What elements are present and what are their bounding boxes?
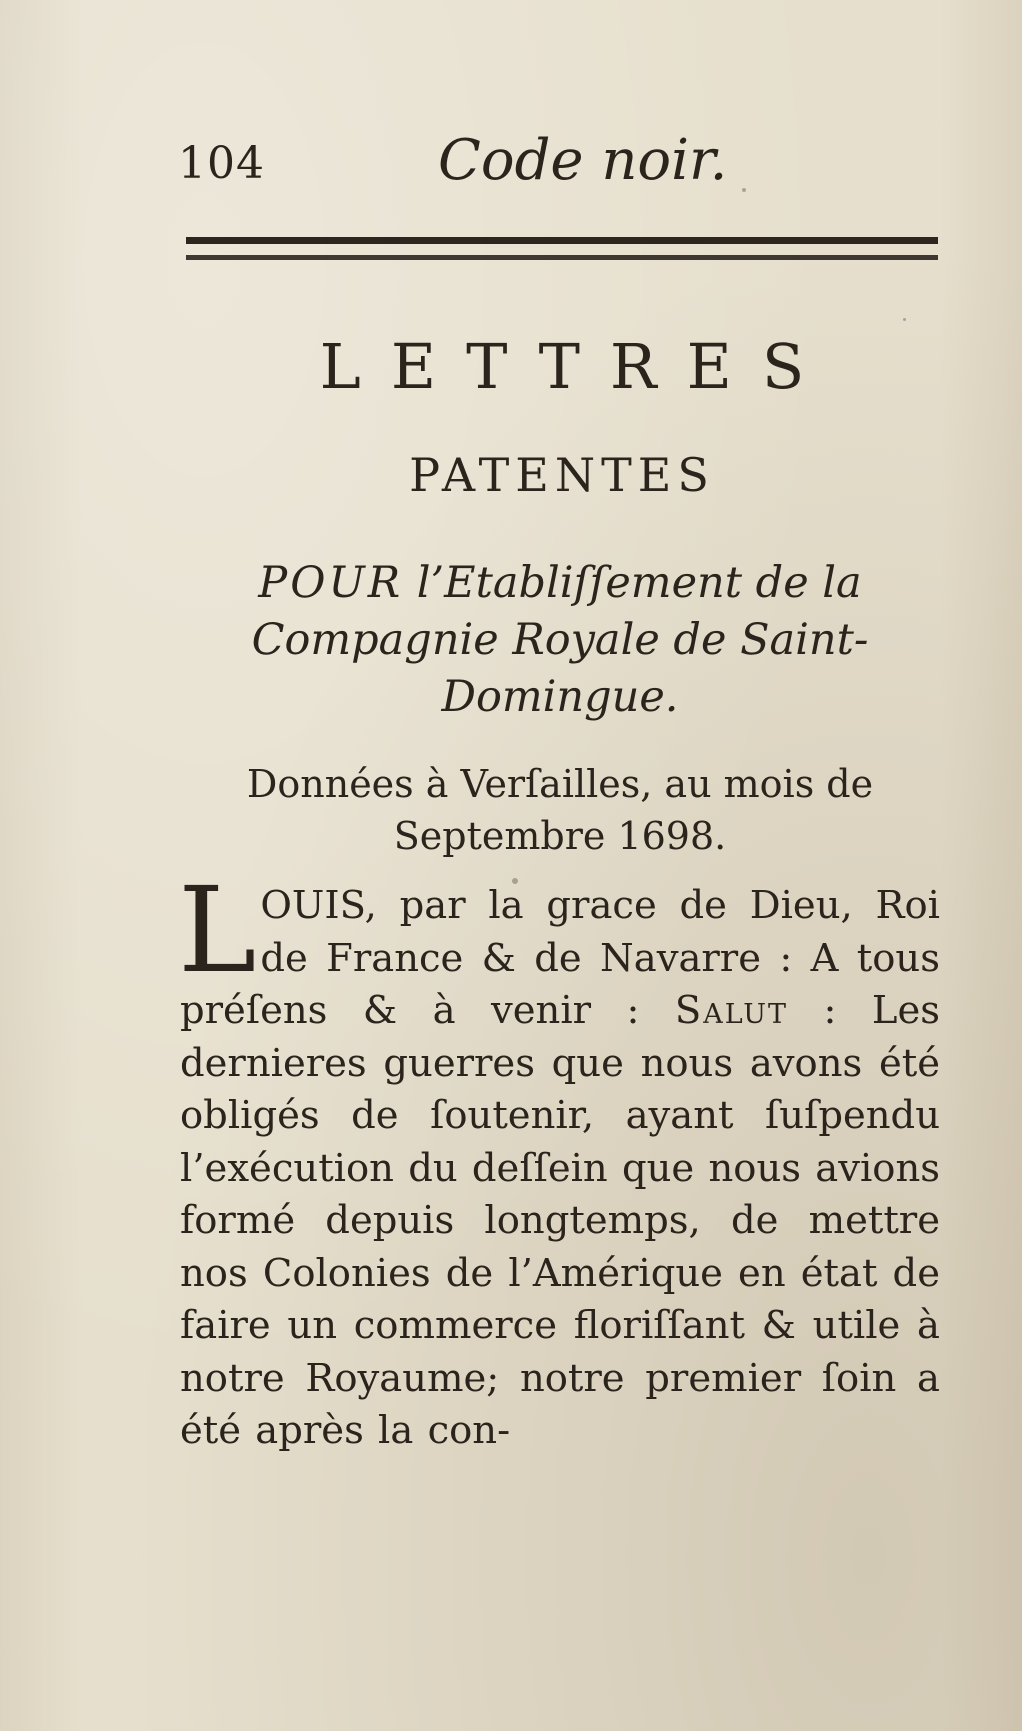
paper-speck xyxy=(903,318,906,321)
drop-cap: L xyxy=(178,861,257,999)
paper-speck xyxy=(512,878,518,884)
running-title: Code noir. xyxy=(438,128,728,193)
paper-speck xyxy=(742,188,746,192)
header-rule-thick xyxy=(186,237,938,244)
body-text: : Les dernieres guerres que nous avons été obligés de ſoutenir, ayant ſuſpendu l’exécution du deſſein que nous avions formé depuis longtemps, de mettre nos Colonies de l’Amérique en état de faire un commerce floriſſant & utile à notre Royaume; notre premier ſoin a été après la con- xyxy=(180,988,940,1453)
subtitle-lead: POUR xyxy=(258,558,404,608)
date-line: Données à Verſailles, au mois de Septembre 1698. xyxy=(246,762,874,858)
page-number: 104 xyxy=(178,138,265,189)
body-opening: OUIS, par la grace de Dieu, Roi de France & de Navarre : A tous préſens & à venir : xyxy=(180,883,940,1033)
title-lettres: LETTRES xyxy=(319,330,835,403)
title-patentes: PATENTES xyxy=(409,448,715,502)
body-paragraph xyxy=(178,861,940,1458)
header-rule-thin xyxy=(186,255,938,260)
subtitle xyxy=(180,555,940,726)
running-head xyxy=(178,128,938,198)
subtitle-text: l’Etabliſſement de la Compagnie Royale de Saint-Domingue. xyxy=(251,558,869,722)
body-salut: Salut xyxy=(674,988,789,1033)
